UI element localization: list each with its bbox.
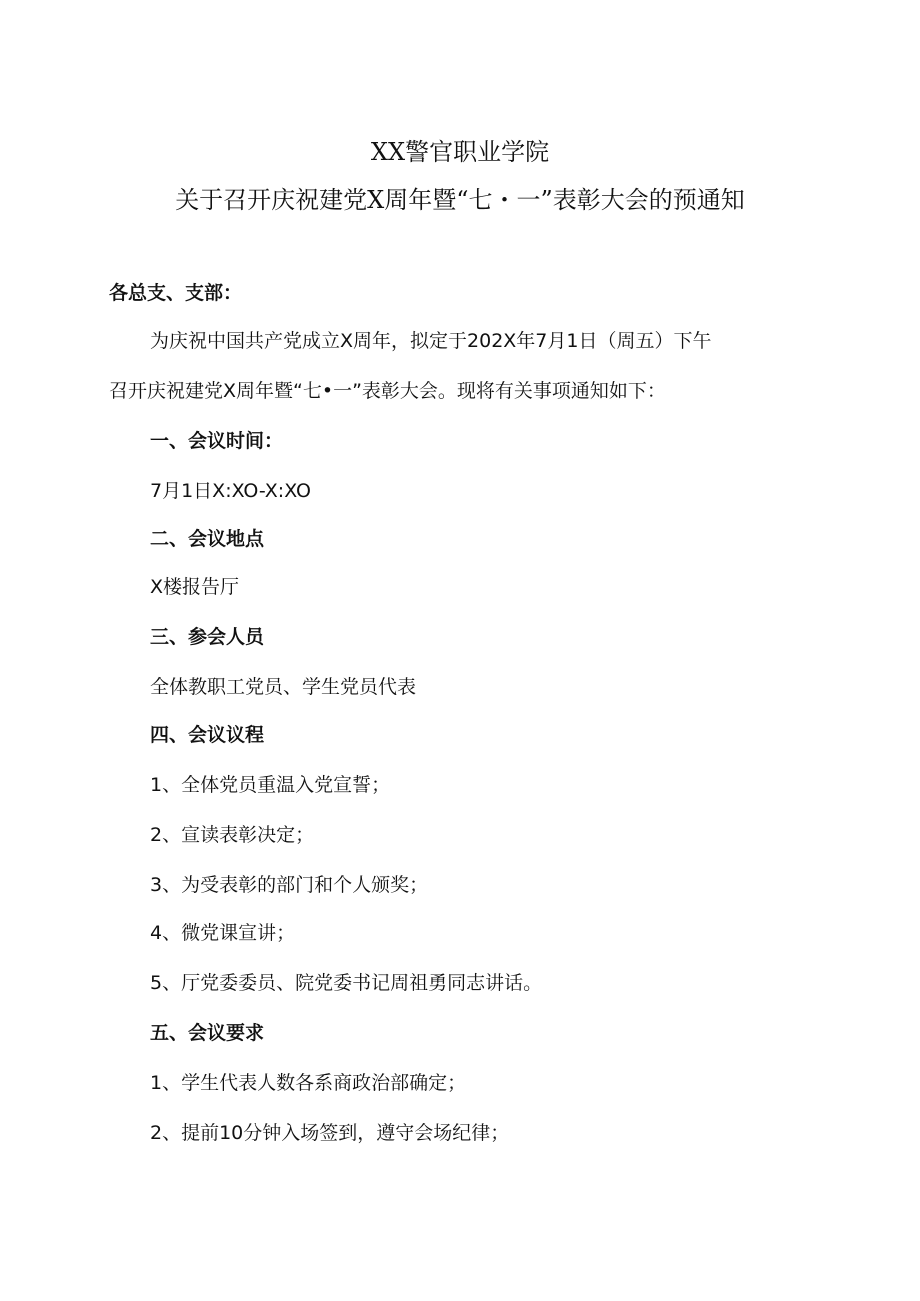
section-heading-location: 二、会议地点 <box>150 528 265 550</box>
meeting-attendees: 全体教职工党员、学生党员代表 <box>150 676 417 698</box>
document-title-subject: 关于召开庆祝建党X周年暨“七・一”表彰大会的预通知 <box>175 186 745 214</box>
agenda-item: 2、宣读表彰决定； <box>150 824 315 846</box>
requirement-item: 1、学生代表人数各系商政治部确定； <box>150 1072 467 1094</box>
requirement-item: 2、提前10分钟入场签到，遵守会场纪律； <box>150 1122 510 1144</box>
section-heading-requirements: 五、会议要求 <box>150 1022 265 1044</box>
intro-paragraph-line-2: 召开庆祝建党X周年暨“七•一”表彰大会。现将有关事项通知如下： <box>109 380 666 402</box>
agenda-item: 5、厅党委委员、院党委书记周祖勇同志讲话。 <box>150 972 543 994</box>
agenda-item: 3、为受表彰的部门和个人颁奖； <box>150 874 429 896</box>
section-heading-attendees: 三、参会人员 <box>150 626 265 648</box>
meeting-time: 7月1日X:XO-X:XO <box>150 480 311 502</box>
section-heading-agenda: 四、会议议程 <box>150 724 265 746</box>
agenda-item: 4、微党课宣讲； <box>150 922 296 944</box>
intro-paragraph-line-1: 为庆祝中国共产党成立X周年，拟定于202X年7月1日（周五）下午 <box>150 330 712 352</box>
meeting-location: X楼报告厅 <box>150 576 240 598</box>
salutation: 各总支、支部： <box>109 282 243 304</box>
document-title-institution: XX警官职业学院 <box>370 138 550 166</box>
section-heading-time: 一、会议时间： <box>150 430 284 452</box>
agenda-item: 1、全体党员重温入党宣誓； <box>150 774 391 796</box>
